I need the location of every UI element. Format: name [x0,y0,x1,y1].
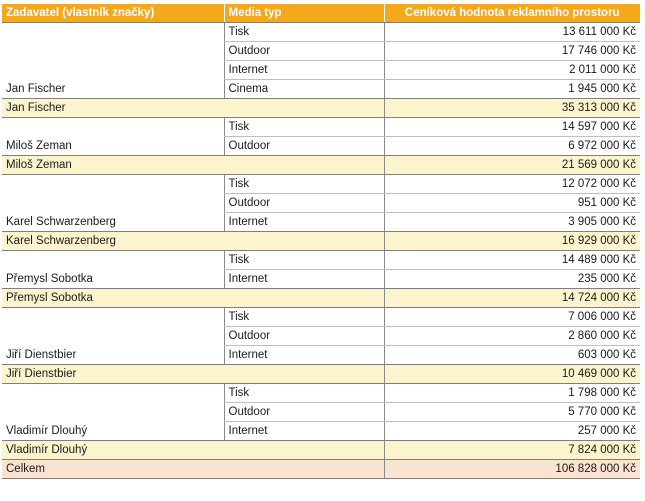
table-row [2,213,640,232]
column-header-list-price[interactable]: Ceníková hodnota reklamního prostoru [384,4,640,23]
value-cell[interactable]: 603 000 Kč [384,346,640,365]
table-row [2,194,640,213]
table-row [2,23,640,42]
header-row [2,4,640,23]
media-type-cell[interactable]: Tisk [224,118,384,137]
column-header-advertiser[interactable]: Zadavatel (vlastník značky) [2,4,224,23]
media-type-cell[interactable]: Cinema [224,80,384,99]
grand-total-label[interactable]: Celkem [2,460,384,479]
subtotal-row [2,232,640,251]
subtotal-label[interactable]: Jan Fischer [2,99,384,118]
advertiser-cell[interactable] [2,23,224,42]
subtotal-value[interactable]: 35 313 000 Kč [384,99,640,118]
advertiser-cell[interactable] [2,251,224,270]
subtotal-label[interactable]: Jiří Dienstbier [2,365,384,384]
value-cell[interactable]: 2 860 000 Kč [384,327,640,346]
subtotal-row [2,441,640,460]
table-row [2,384,640,403]
value-cell[interactable]: 5 770 000 Kč [384,403,640,422]
advertiser-cell[interactable] [2,403,224,422]
table-row [2,346,640,365]
value-cell[interactable]: 13 611 000 Kč [384,23,640,42]
subtotal-row [2,99,640,118]
advertiser-cell[interactable] [2,175,224,194]
column-header-media-type[interactable]: Media typ [224,4,384,23]
table-row [2,251,640,270]
subtotal-row [2,365,640,384]
value-cell[interactable]: 12 072 000 Kč [384,175,640,194]
advertiser-cell[interactable] [2,118,224,137]
media-type-cell[interactable]: Outdoor [224,137,384,156]
advertiser-cell[interactable]: Miloš Zeman [2,137,224,156]
subtotal-label[interactable]: Přemysl Sobotka [2,289,384,308]
advertiser-cell[interactable] [2,327,224,346]
value-cell[interactable]: 17 746 000 Kč [384,42,640,61]
value-cell[interactable]: 14 597 000 Kč [384,118,640,137]
value-cell[interactable]: 6 972 000 Kč [384,137,640,156]
media-type-cell[interactable]: Internet [224,213,384,232]
subtotal-row [2,156,640,175]
media-type-cell[interactable]: Outdoor [224,403,384,422]
table-row [2,175,640,194]
subtotal-value[interactable]: 7 824 000 Kč [384,441,640,460]
advertiser-cell[interactable]: Přemysl Sobotka [2,270,224,289]
value-cell[interactable]: 2 011 000 Kč [384,61,640,80]
advertiser-cell[interactable] [2,308,224,327]
media-type-cell[interactable]: Outdoor [224,327,384,346]
grand-total-value[interactable]: 106 828 000 Kč [384,460,640,479]
media-type-cell[interactable]: Internet [224,422,384,441]
subtotal-value[interactable]: 10 469 000 Kč [384,365,640,384]
table-row [2,327,640,346]
value-cell[interactable]: 1 798 000 Kč [384,384,640,403]
grand-total-row [2,460,640,479]
table-row [2,42,640,61]
media-type-cell[interactable]: Tisk [224,308,384,327]
media-type-cell[interactable]: Internet [224,346,384,365]
media-type-cell[interactable]: Internet [224,270,384,289]
subtotal-label[interactable]: Vladimír Dlouhý [2,441,384,460]
subtotal-value[interactable]: 16 929 000 Kč [384,232,640,251]
table-row [2,137,640,156]
table-row [2,308,640,327]
media-type-cell[interactable]: Outdoor [224,42,384,61]
advertiser-cell[interactable]: Karel Schwarzenberg [2,213,224,232]
table-row [2,422,640,441]
media-type-cell[interactable]: Internet [224,61,384,80]
value-cell[interactable]: 951 000 Kč [384,194,640,213]
value-cell[interactable]: 257 000 Kč [384,422,640,441]
table-row [2,403,640,422]
table-row [2,80,640,99]
advertiser-cell[interactable]: Jan Fischer [2,80,224,99]
value-cell[interactable]: 3 905 000 Kč [384,213,640,232]
media-type-cell[interactable]: Tisk [224,23,384,42]
advertiser-cell[interactable] [2,384,224,403]
media-type-cell[interactable]: Tisk [224,251,384,270]
value-cell[interactable]: 14 489 000 Kč [384,251,640,270]
advertiser-cell[interactable] [2,61,224,80]
value-cell[interactable]: 235 000 Kč [384,270,640,289]
table-row [2,61,640,80]
subtotal-label[interactable]: Karel Schwarzenberg [2,232,384,251]
value-cell[interactable]: 7 006 000 Kč [384,308,640,327]
subtotal-label[interactable]: Miloš Zeman [2,156,384,175]
subtotal-row [2,289,640,308]
advertiser-cell[interactable]: Vladimír Dlouhý [2,422,224,441]
advertiser-cell[interactable]: Jiří Dienstbier [2,346,224,365]
media-type-cell[interactable]: Outdoor [224,194,384,213]
advertiser-cell[interactable] [2,42,224,61]
value-cell[interactable]: 1 945 000 Kč [384,80,640,99]
table-row [2,118,640,137]
table-row [2,270,640,289]
subtotal-value[interactable]: 14 724 000 Kč [384,289,640,308]
table-body [2,23,640,479]
media-type-cell[interactable]: Tisk [224,384,384,403]
media-type-cell[interactable]: Tisk [224,175,384,194]
media-spend-table [2,4,640,479]
subtotal-value[interactable]: 21 569 000 Kč [384,156,640,175]
advertiser-cell[interactable] [2,194,224,213]
